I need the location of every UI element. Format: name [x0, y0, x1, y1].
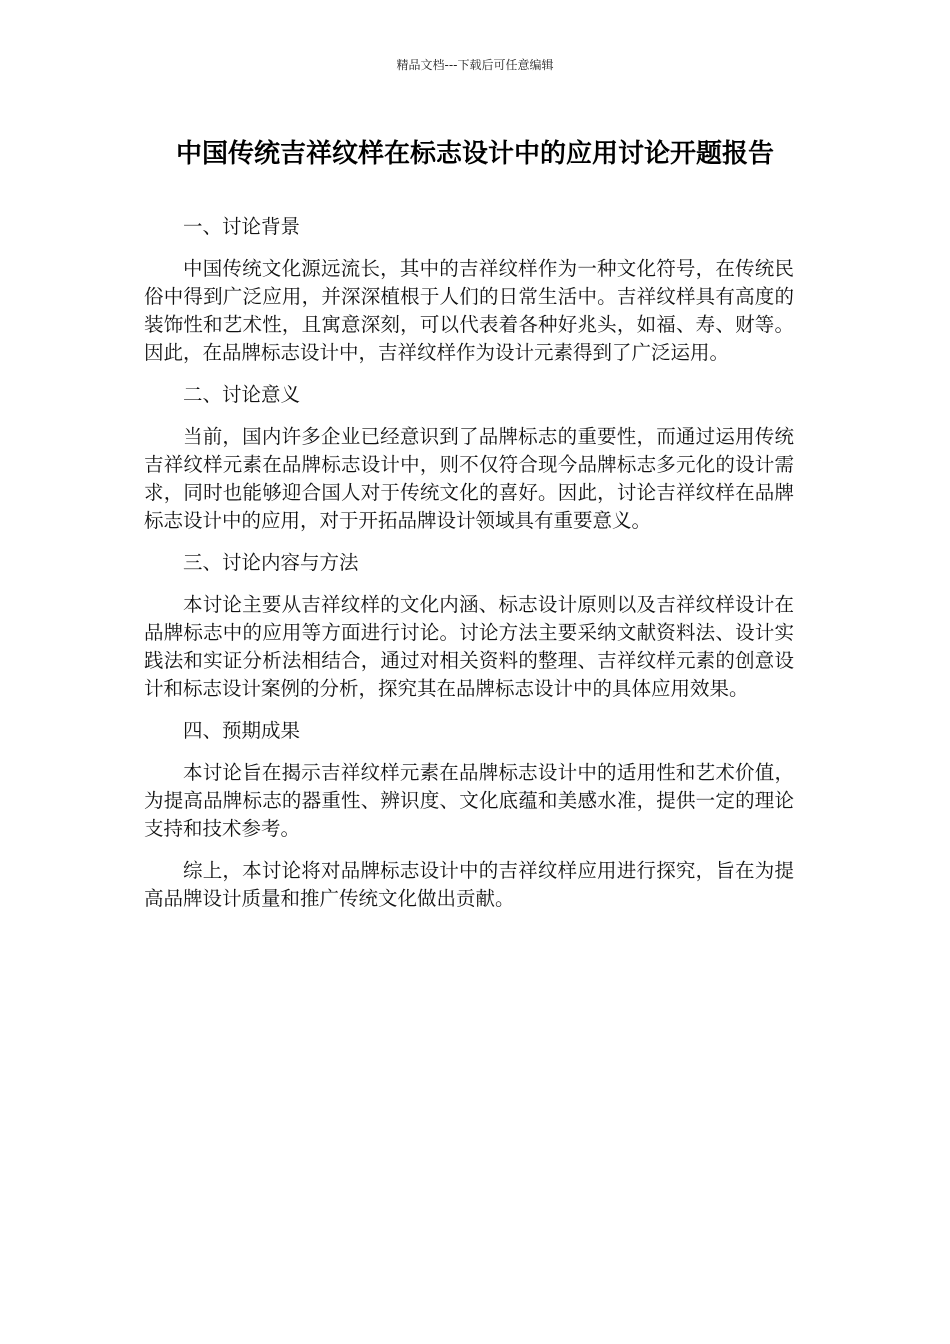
- conclusion-paragraph: 综上，本讨论将对品牌标志设计中的吉祥纹样应用进行探究，旨在为提高品牌设计质量和推广传统文化做出贡献。: [144, 859, 794, 910]
- section-paragraph: 中国传统文化源远流长，其中的吉祥纹样作为一种文化符号，在传统民俗中得到广泛应用，并深深植根于人们的日常生活中。吉祥纹样具有高度的装饰性和艺术性，且寓意深刻，可以代表着各种好兆头，如福、寿、财等。因此，在品牌标志设计中，吉祥纹样作为设计元素得到了广泛运用。: [144, 257, 794, 364]
- section-heading: 一、讨论背景: [183, 215, 301, 238]
- section-background: [144, 213, 794, 367]
- section-expected-results: [144, 717, 794, 843]
- section-paragraph: 当前，国内许多企业已经意识到了品牌标志的重要性，而通过运用传统吉祥纹样元素在品牌标志设计中，则不仅符合现今品牌标志多元化的设计需求，同时也能够迎合国人对于传统文化的喜好。因此，讨论吉祥纹样在品牌标志设计中的应用，对于开拓品牌设计领域具有重要意义。: [144, 425, 794, 532]
- document-title: 中国传统吉祥纹样在标志设计中的应用讨论开题报告: [175, 139, 774, 169]
- section-paragraph: 本讨论旨在揭示吉祥纹样元素在品牌标志设计中的适用性和艺术价值，为提高品牌标志的器重性、辨识度、文化底蕴和美感水准，提供一定的理论支持和技术参考。: [144, 761, 794, 840]
- section-significance: [144, 381, 794, 535]
- section-paragraph: 本讨论主要从吉祥纹样的文化内涵、标志设计原则以及吉祥纹样设计在品牌标志中的应用等方面进行讨论。讨论方法主要采纳文献资料法、设计实践法和实证分析法相结合，通过对相关资料的整理、吉祥纹样元素的创意设计和标志设计案例的分析，探究其在品牌标志设计中的具体应用效果。: [144, 593, 794, 700]
- section-heading: 四、预期成果: [183, 719, 301, 742]
- section-content-method: [144, 549, 794, 703]
- section-heading: 二、讨论意义: [183, 383, 301, 406]
- document-body: [144, 213, 794, 927]
- page-header-note: 精品文档---下载后可任意编辑: [396, 58, 554, 72]
- section-heading: 三、讨论内容与方法: [183, 551, 359, 574]
